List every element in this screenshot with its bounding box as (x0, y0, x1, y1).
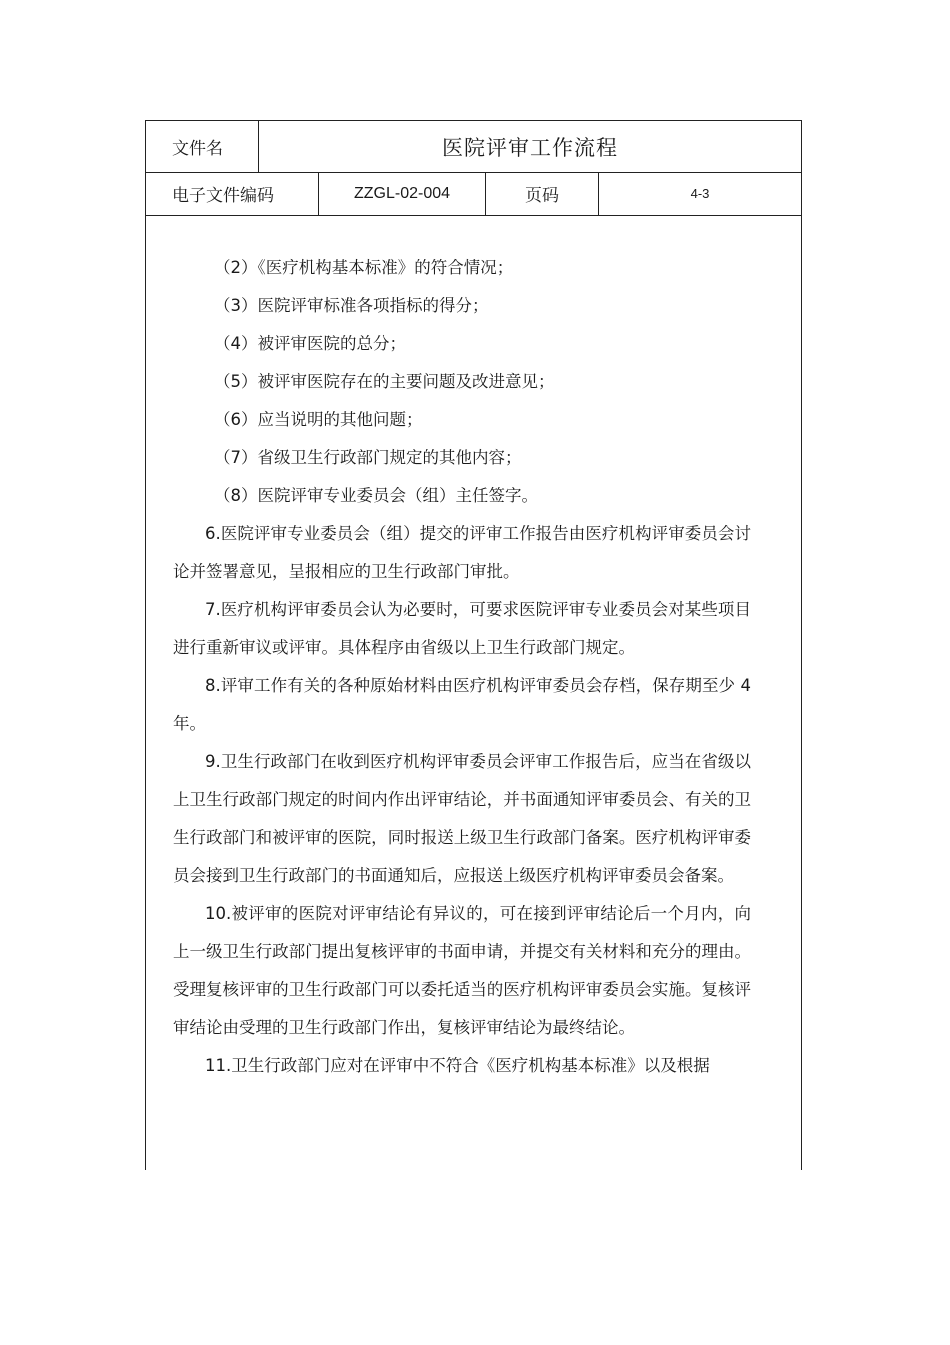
document-title: 医院评审工作流程 (442, 135, 618, 160)
paragraph-8: 8.评审工作有关的各种原始材料由医疗机构评审委员会存档，保存期至少 4 年。 (173, 676, 751, 733)
list-item: （4）被评审医院的总分； (214, 334, 406, 353)
list-item: （5）被评审医院存在的主要问题及改进意见； (214, 372, 555, 391)
ecode-label: 电子文件编码 (146, 172, 319, 215)
list-item: （7）省级卫生行政部门规定的其他内容； (214, 448, 522, 467)
page-number: 4-3 (690, 186, 710, 201)
list-item: （6）应当说明的其他问题； (214, 410, 423, 429)
paragraph-9: 9.卫生行政部门在收到医疗机构评审委员会评审工作报告后，应当在省级以上卫生行政部门规定的时间内作出评审结论，并书面通知评审委员会、有关的卫生行政部门和被评审的医院，同时报送上级卫生行政部门备案。医疗机构评审委员会接到卫生行政部门的书面通知后，应报送上级医疗机构评审委员会备案。 (173, 752, 751, 885)
ecode-value: ZZGL-02-004 (319, 172, 486, 215)
paragraph-6: 6.医院评审专业委员会（组）提交的评审工作报告由医疗机构评审委员会讨论并签署意见，呈报相应的卫生行政部门审批。 (173, 524, 751, 581)
header-row-title (146, 121, 801, 173)
document-frame (145, 120, 802, 1170)
paragraph-11: 11.卫生行政部门应对在评审中不符合《医疗机构基本标准》以及根据 (205, 1056, 710, 1075)
page-label: 页码 (486, 172, 599, 215)
paragraph-7: 7.医疗机构评审委员会认为必要时，可要求医院评审专业委员会对某些项目进行重新审议或评审。具体程序由省级以上卫生行政部门规定。 (173, 600, 751, 657)
list-item: （3）医院评审标准各项指标的得分； (214, 296, 489, 315)
body-text (173, 249, 751, 1085)
file-name-label: 文件名 (146, 121, 259, 172)
list-item: （2）《医疗机构基本标准》的符合情况； (214, 258, 514, 277)
list-item: （8）医院评审专业委员会（组）主任签字。 (214, 486, 538, 505)
header-row-meta (146, 172, 801, 216)
paragraph-10: 10.被评审的医院对评审结论有异议的，可在接到评审结论后一个月内，向上一级卫生行政部门提出复核评审的书面申请，并提交有关材料和充分的理由。受理复核评审的卫生行政部门可以委托适当的医疗机构评审委员会实施。复核评审结论由受理的卫生行政部门作出，复核评审结论为最终结论。 (173, 904, 751, 1037)
